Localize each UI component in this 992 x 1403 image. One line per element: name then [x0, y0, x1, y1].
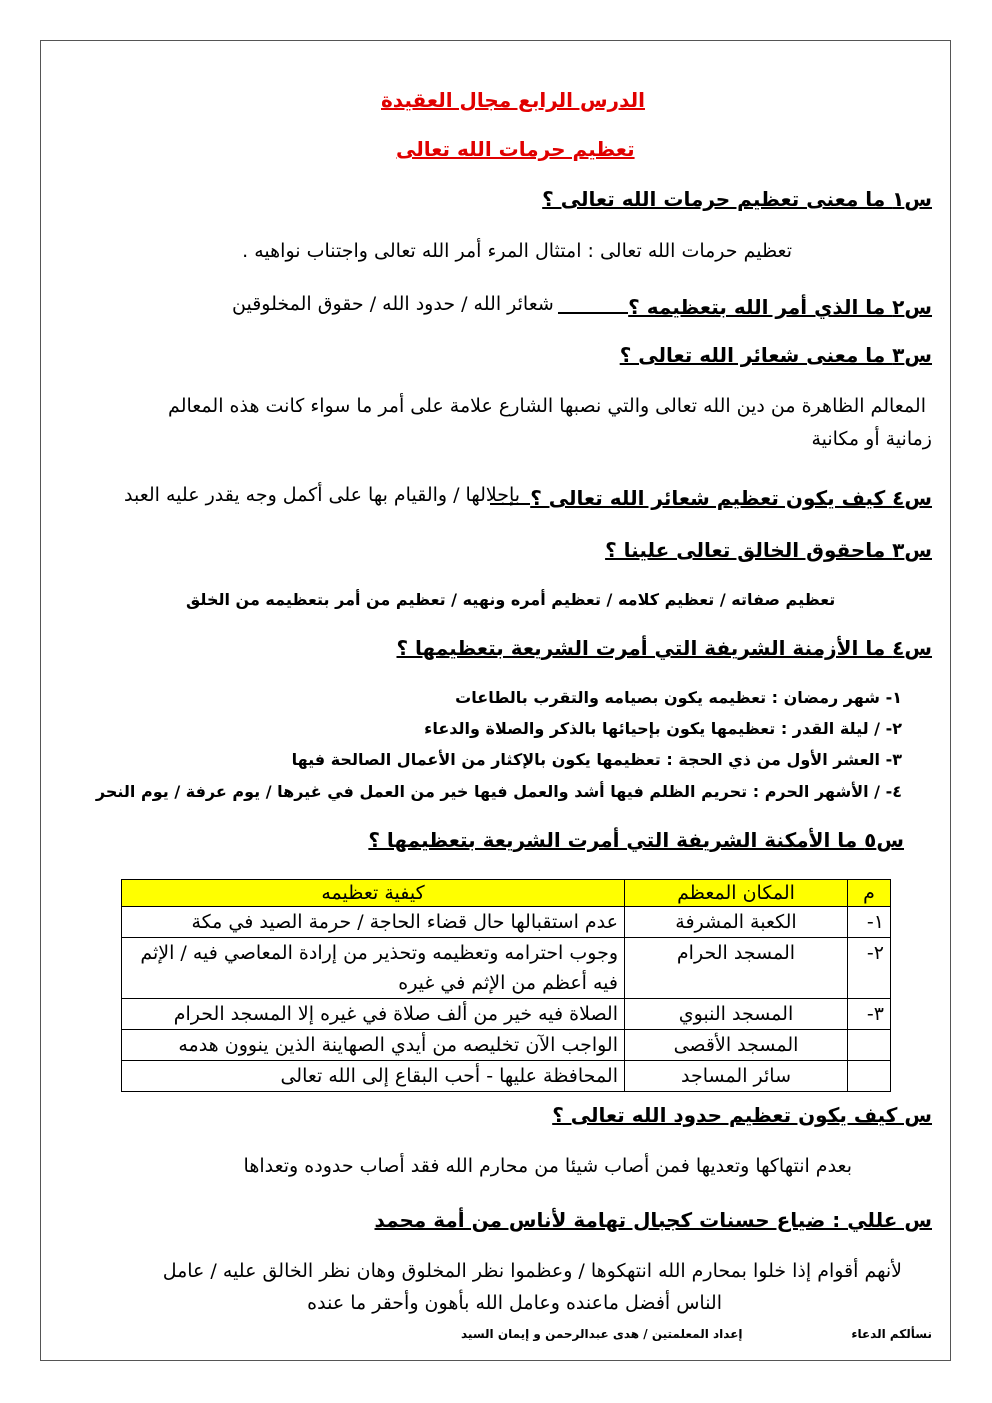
- row-how: وجوب احترامه وتعظيمه وتحذير من إرادة المعاصي فيه / الإثم فيه أعظم من الإثم في غيره: [122, 938, 625, 999]
- question-2-row: [558, 294, 932, 319]
- question-4-row: [490, 485, 932, 510]
- question-rights: س٣ ماحقوق الخالق تعالى علينا ؟: [605, 538, 932, 562]
- row-place: المسجد النبوي: [625, 999, 848, 1030]
- row-how: عدم استقبالها حال قضاء الحاجة / حرمة الصيد في مكة: [122, 907, 625, 938]
- header-place: المكان المعظم: [625, 880, 848, 907]
- times-item-4: ٤- / الأشهر الحرم : تحريم الظلم فيها أشد والعمل فيها خير من العمل في غيرها / يوم عرفة / يوم النحر: [95, 782, 902, 801]
- row-num: ٢-: [848, 938, 891, 999]
- table-row: [122, 1030, 891, 1061]
- table-header-row: [122, 880, 891, 907]
- times-item-1: ١- شهر رمضان : تعظيمه يكون بصيامه والتقرب بالطاعات: [455, 688, 902, 707]
- row-place: المسجد الحرام: [625, 938, 848, 999]
- row-how: الواجب الآن تخليصه من أيدي الصهاينة الذين ينوون هدمه: [122, 1030, 625, 1061]
- question-2: س٢ ما الذي أمر الله بتعظيمه ؟: [628, 295, 932, 319]
- table-row: [122, 938, 891, 999]
- table-row: [122, 1061, 891, 1092]
- answer-rights: تعظيم صفاته / تعظيم كلامه / تعظيم أمره ونهيه / تعظيم من أمر بتعظيمه من الخلق: [186, 590, 836, 609]
- question-reason: س عللي : ضياع حسنات كجبال تهامة لأناس من أمة محمد: [374, 1208, 932, 1232]
- answer-3-line1: المعالم الظاهرة من دين الله تعالى والتي نصبها الشارع علامة على أمر ما سواء كانت هذه المعالم: [168, 395, 926, 417]
- header-how: كيفية تعظيمه: [122, 880, 625, 907]
- row-how: الصلاة فيه خير من ألف صلاة في غيره إلا المسجد الحرام: [122, 999, 625, 1030]
- answer-2: شعائر الله / حدود الله / حقوق المخلوقين: [232, 293, 554, 315]
- question-places: س٥ ما الأمكنة الشريفة التي أمرت الشريعة بتعظيمها ؟: [368, 828, 904, 852]
- question-1: س١ ما معنى تعظيم حرمات الله تعالى ؟: [542, 187, 932, 211]
- row-place: الكعبة المشرفة: [625, 907, 848, 938]
- row-num: ١-: [848, 907, 891, 938]
- row-place: المسجد الأقصى: [625, 1030, 848, 1061]
- topic-title: تعظيم حرمات الله تعالى: [396, 137, 635, 161]
- question-times: س٤ ما الأزمنة الشريفة التي أمرت الشريعة بتعظيمها ؟: [396, 636, 932, 660]
- row-num: [848, 1061, 891, 1092]
- row-place: سائر المساجد: [625, 1061, 848, 1092]
- row-num: ٣-: [848, 999, 891, 1030]
- table-row: [122, 999, 891, 1030]
- answer-reason-line1: لأنهم أقوام إذا خلوا بمحارم الله انتهكوها / وعظموا نظر المخلوق وهان نظر الخالق عليه / عامل: [162, 1260, 902, 1282]
- question-4: س٤ كيف يكون تعظيم شعائر الله تعالى ؟: [530, 486, 932, 510]
- footer-prepared-by: إعداد المعلمتين / هدى عبدالرحمن و إيمان السيد: [461, 1327, 743, 1341]
- question-3: س٣ ما معنى شعائر الله تعالى ؟: [619, 343, 932, 367]
- answer-3-line2: زمانية أو مكانية: [811, 428, 932, 450]
- answer-1: تعظيم حرمات الله تعالى : امتثال المرء أمر الله تعالى واجتناب نواهيه .: [242, 240, 792, 262]
- times-item-3: ٣- العشر الأول من ذي الحجة : تعظيمها يكون بالإكثار من الأعمال الصالحة فيها: [291, 750, 902, 769]
- answer-limits: بعدم انتهاكها وتعديها فمن أصاب شيئا من محارم الله فقد أصاب حدوده وتعداها: [243, 1155, 852, 1177]
- times-item-2: ٢- / ليلة القدر : تعظيمها يكون بإحيائها بالذكر والصلاة والدعاء: [424, 719, 902, 738]
- row-how: المحافظة عليها - أحب البقاع إلى الله تعالى: [122, 1061, 625, 1092]
- row-num: [848, 1030, 891, 1061]
- header-num: م: [848, 880, 891, 907]
- blank-line: [558, 294, 628, 314]
- table-row: [122, 907, 891, 938]
- answer-reason-line2: الناس أفضل ماعنده وعامل الله بأهون وأحقر ما عنده: [307, 1292, 722, 1314]
- answer-4: بإجلالها / والقيام بها على أكمل وجه يقدر عليه العبد: [124, 484, 521, 506]
- places-table: [121, 879, 891, 1092]
- question-limits: س كيف يكون تعظيم حدود الله تعالى ؟: [552, 1103, 932, 1127]
- footer-prayer: نسألكم الدعاء: [851, 1327, 932, 1341]
- lesson-title: الدرس الرابع مجال العقيدة: [381, 88, 645, 112]
